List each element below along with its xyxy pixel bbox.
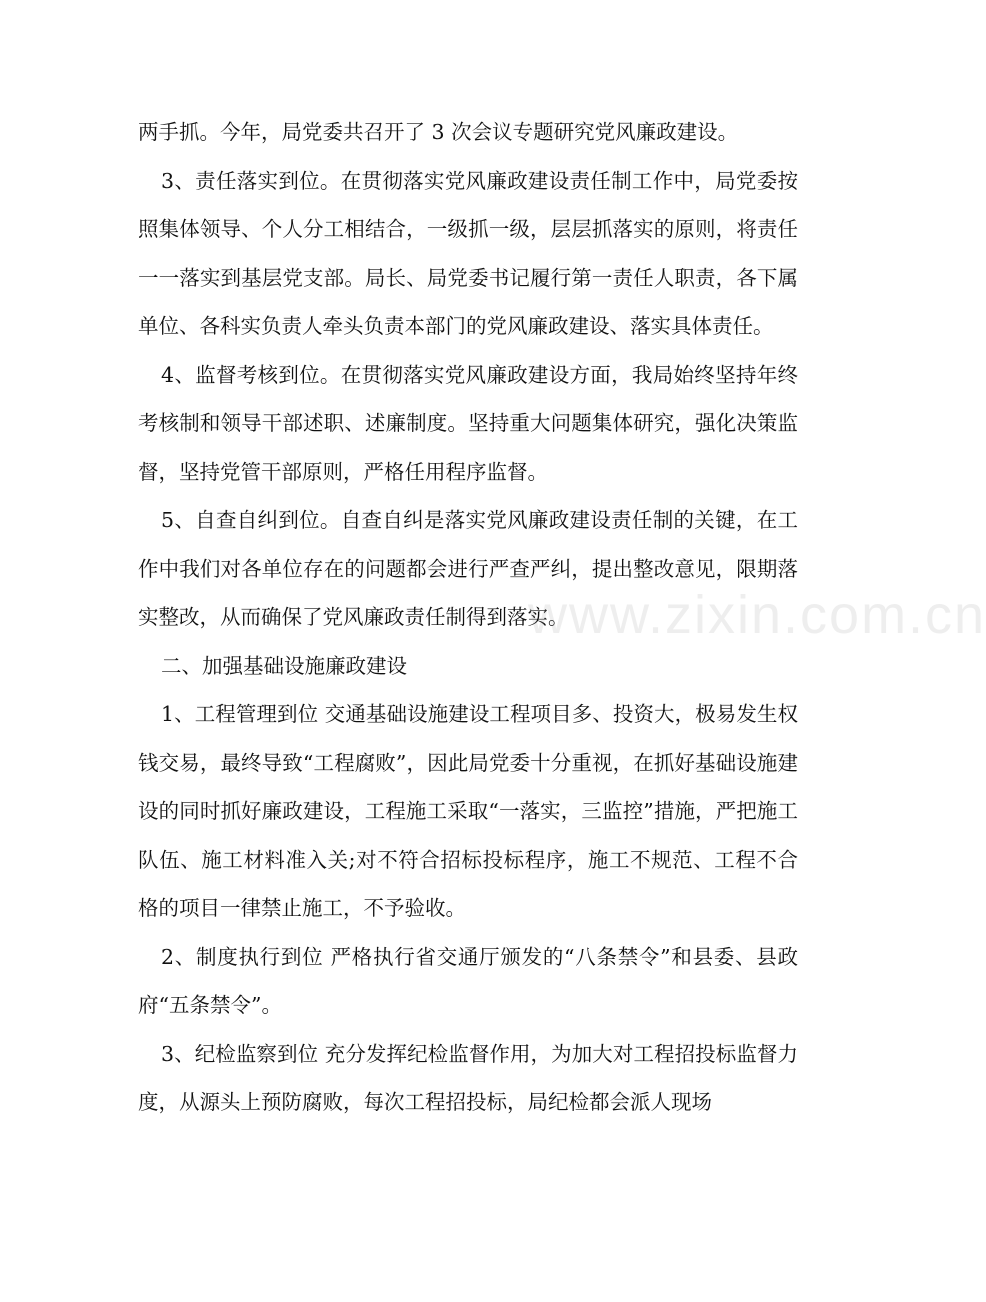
document-body (138, 108, 798, 1127)
section-heading: 二、加强基础设施廉政建设 (161, 653, 407, 678)
paragraph-1: 两手抓。今年，局党委共召开了 3 次会议专题研究党风廉政建设。 (138, 120, 739, 144)
watermark: www.zixin.com.cn (528, 585, 986, 645)
paragraph-5: 1、工程管理到位 交通基础设施建设工程项目多、投资大，极易发生权钱交易，最终导致“工程腐败”，因此局党委十分重视，在抓好基础设施建设的同时抓好廉政建设，工程施工采取“一落实，三监控”措施，严把施工队伍、施工材料准入关;对不符合招标投标程序，施工不规范、工程不合格的项目一律禁止施工，不予验收。 (138, 702, 798, 920)
paragraph-2: 3、责任落实到位。在贯彻落实党风廉政建设责任制工作中，局党委按照集体领导、个人分工相结合，一级抓一级，层层抓落实的原则，将责任一一落实到基层党支部。局长、局党委书记履行第一责任人职责，各下属单位、各科实负责人牵头负责本部门的党风廉政建设、落实具体责任。 (138, 168, 798, 338)
paragraph-6: 2、制度执行到位 严格执行省交通厅颁发的“八条禁令”和县委、县政府“五条禁令”。 (138, 944, 798, 1017)
paragraph-7: 3、纪检监察到位 充分发挥纪检监督作用，为加大对工程招投标监督力度，从源头上预防腐败，每次工程招投标，局纪检都会派人现场 (138, 1041, 798, 1114)
paragraph-3: 4、监督考核到位。在贯彻落实党风廉政建设方面，我局始终坚持年终考核制和领导干部述职、述廉制度。坚持重大问题集体研究，强化决策监督，坚持党管干部原则，严格任用程序监督。 (138, 362, 798, 484)
paragraph-4: 5、自查自纠到位。自查自纠是落实党风廉政建设责任制的关键，在工作中我们对各单位存在的问题都会进行严查严纠，提出整改意见，限期落实整改，从而确保了党风廉政责任制得到落实。 (138, 508, 798, 629)
